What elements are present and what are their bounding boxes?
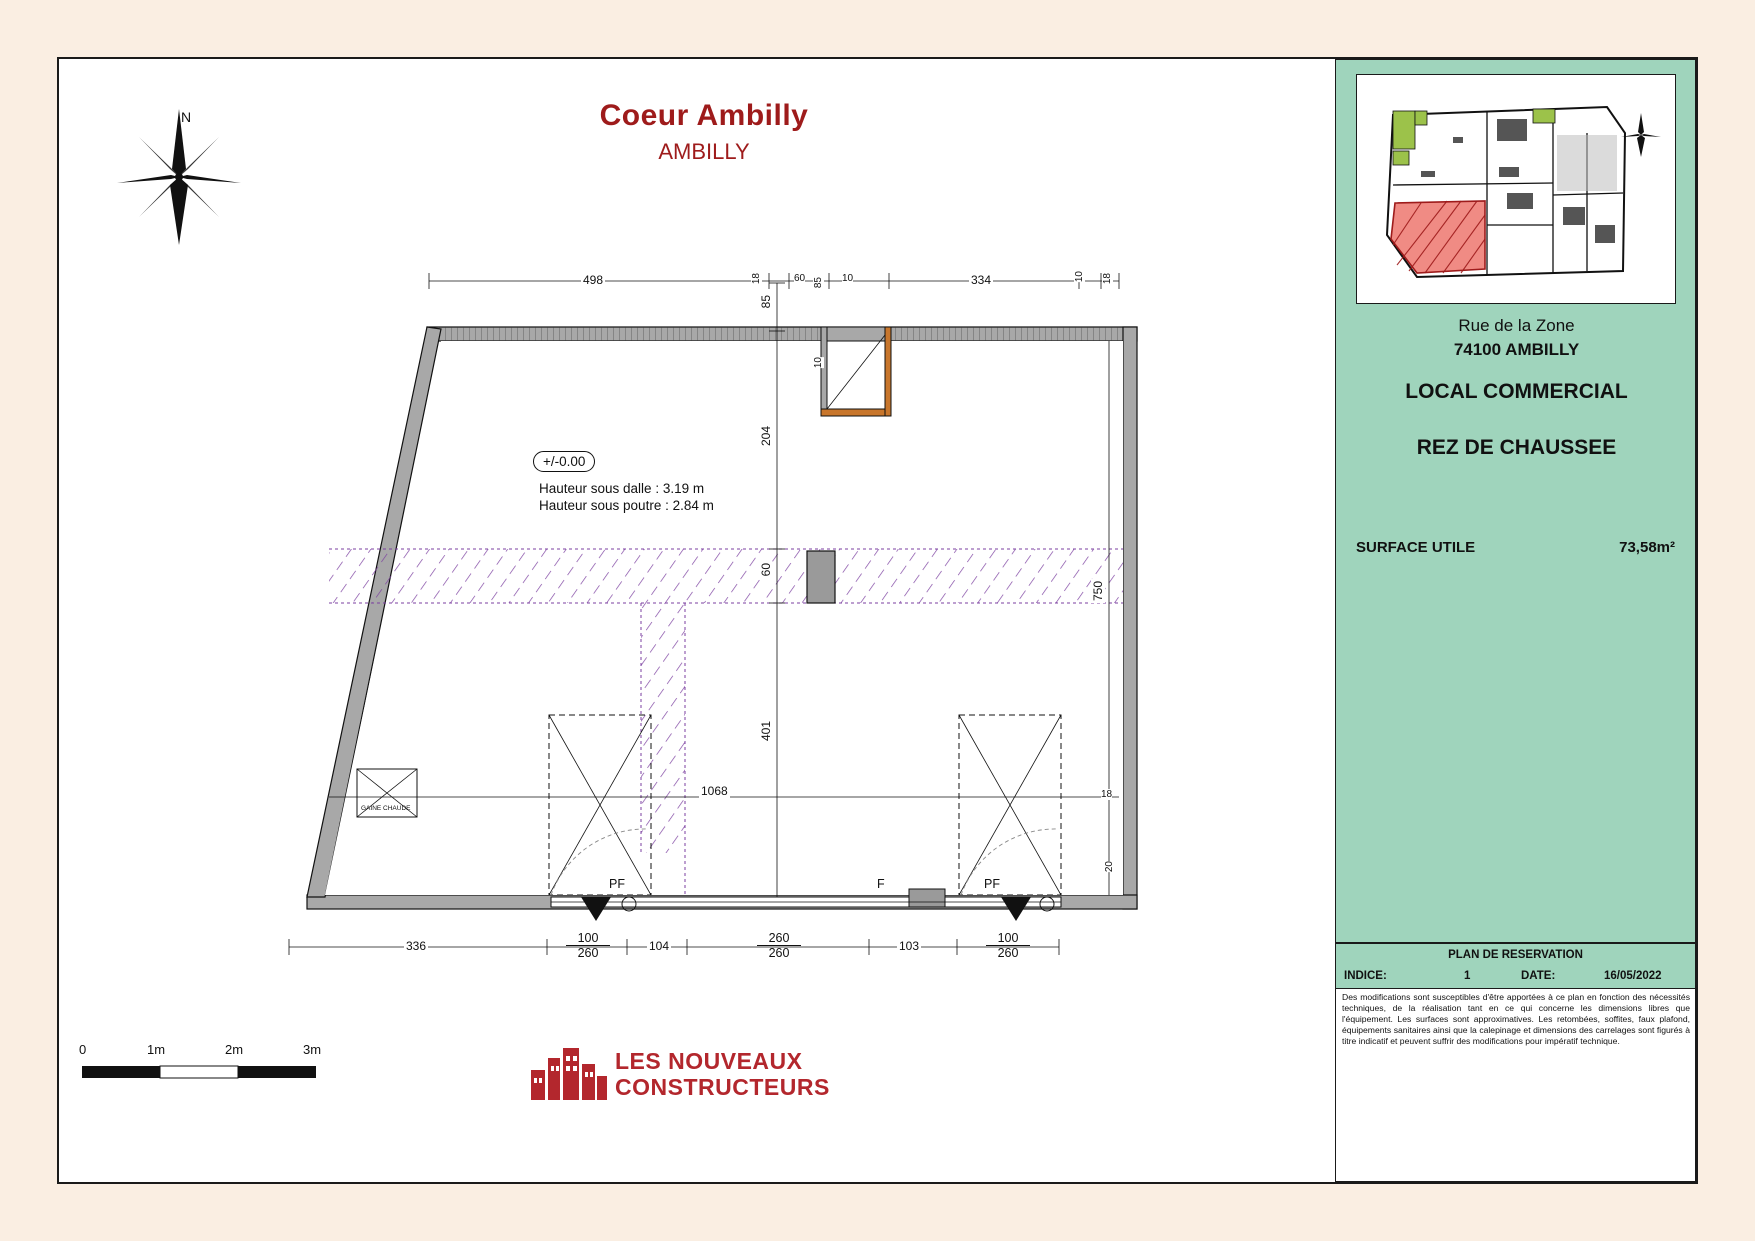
dimension-bottom-100-260b: 100 260	[986, 931, 1030, 961]
indice-value: 1	[1464, 970, 1471, 982]
dimension-bottom-103: 103	[899, 939, 920, 953]
label-f-center: F	[877, 877, 885, 891]
note-hauteur-dalle: Hauteur sous dalle : 3.19 m	[539, 481, 705, 496]
address-line-2: 74100 AMBILLY	[1453, 340, 1580, 359]
surface-value: 73,58m²	[1619, 539, 1675, 556]
floor-plan-drawing	[229, 249, 1229, 979]
page-subtitle: AMBILLY	[658, 139, 750, 164]
dimension-right-20: 20	[1104, 861, 1115, 873]
dimension-top-18b: 18	[1102, 273, 1113, 285]
address-line-1: Rue de la Zone	[1458, 316, 1575, 335]
svg-text:N: N	[181, 109, 192, 125]
scale-tick-2m: 2m	[225, 1042, 244, 1057]
label-pf-left: PF	[609, 877, 625, 891]
date-value: 16/05/2022	[1604, 970, 1662, 982]
level-badge: +/-0.00	[533, 451, 595, 472]
key-plan-thumbnail	[1356, 74, 1676, 304]
reservation-title: PLAN DE RESERVATION	[1336, 944, 1695, 967]
company-logo	[529, 1044, 889, 1114]
lot-level: REZ DE CHAUSSEE	[1416, 436, 1617, 459]
dimension-inner-width: 1068	[701, 784, 728, 798]
logo-line-1: LES NOUVEAUX	[615, 1048, 803, 1074]
north-arrow-icon	[99, 89, 259, 249]
dimension-top-10: 10	[842, 273, 854, 284]
dimension-top-60: 60	[794, 273, 806, 284]
logo-line-2: CONSTRUCTEURS	[615, 1074, 830, 1100]
info-panel-green	[1335, 59, 1696, 943]
dimension-right-18: 18	[1101, 789, 1113, 800]
dimension-right-750: 750	[1091, 581, 1105, 602]
dimension-vest-85: 85	[813, 277, 824, 289]
drawing-sheet	[57, 57, 1698, 1184]
page-title: Coeur Ambilly	[599, 99, 809, 132]
date-label: DATE:	[1521, 970, 1556, 982]
dimension-center-204: 204	[759, 426, 773, 447]
dimension-top-18: 18	[751, 273, 762, 285]
dimension-center-401: 401	[759, 721, 773, 742]
dimension-center-60: 60	[759, 563, 773, 577]
dimension-top-334: 334	[971, 273, 992, 287]
logo-buildings-icon	[529, 1044, 609, 1104]
dimension-bottom-336: 336	[406, 939, 427, 953]
scale-tick-1m: 1m	[147, 1042, 166, 1057]
indice-label: INDICE:	[1344, 970, 1387, 982]
scale-tick-0: 0	[79, 1042, 87, 1057]
note-hauteur-poutre: Hauteur sous poutre : 2.84 m	[539, 498, 714, 513]
dimension-center-85: 85	[759, 295, 773, 309]
dimension-bottom-104: 104	[649, 939, 670, 953]
reservation-indice-row	[1336, 966, 1695, 989]
note-gaine-chaude: GAINE CHAUDE	[361, 805, 411, 812]
info-panel	[1335, 59, 1696, 1182]
label-pf-right: PF	[984, 877, 1000, 891]
dimension-top-10b: 10	[1074, 271, 1085, 283]
lot-type: LOCAL COMMERCIAL	[1405, 380, 1628, 403]
dimension-bottom-100-260: 100 260	[566, 931, 610, 961]
legal-notice: Des modifications sont susceptibles d'être apportées à ce plan en fonction des nécessités techniques, de la réalisation tant en ce qui concerne les dimensions libres que l'équipement. Les surfaces sont approximatives. Les retombées, soffites, faux plafond, équipements sanitaires ainsi que la calepinage et dimensions des carrelages sont figurés à titre indicatif et peuvent suffrir des modifications pour impératif technique.	[1342, 992, 1690, 1046]
dimension-bottom-260-260: 260 260	[757, 931, 801, 961]
scale-tick-3m: 3m	[303, 1042, 322, 1057]
reservation-block	[1335, 943, 1696, 1182]
dimension-top-498: 498	[583, 273, 604, 287]
surface-label: SURFACE UTILE	[1356, 539, 1476, 556]
dimension-vest-10: 10	[813, 357, 824, 369]
scale-bar	[79, 1044, 379, 1104]
